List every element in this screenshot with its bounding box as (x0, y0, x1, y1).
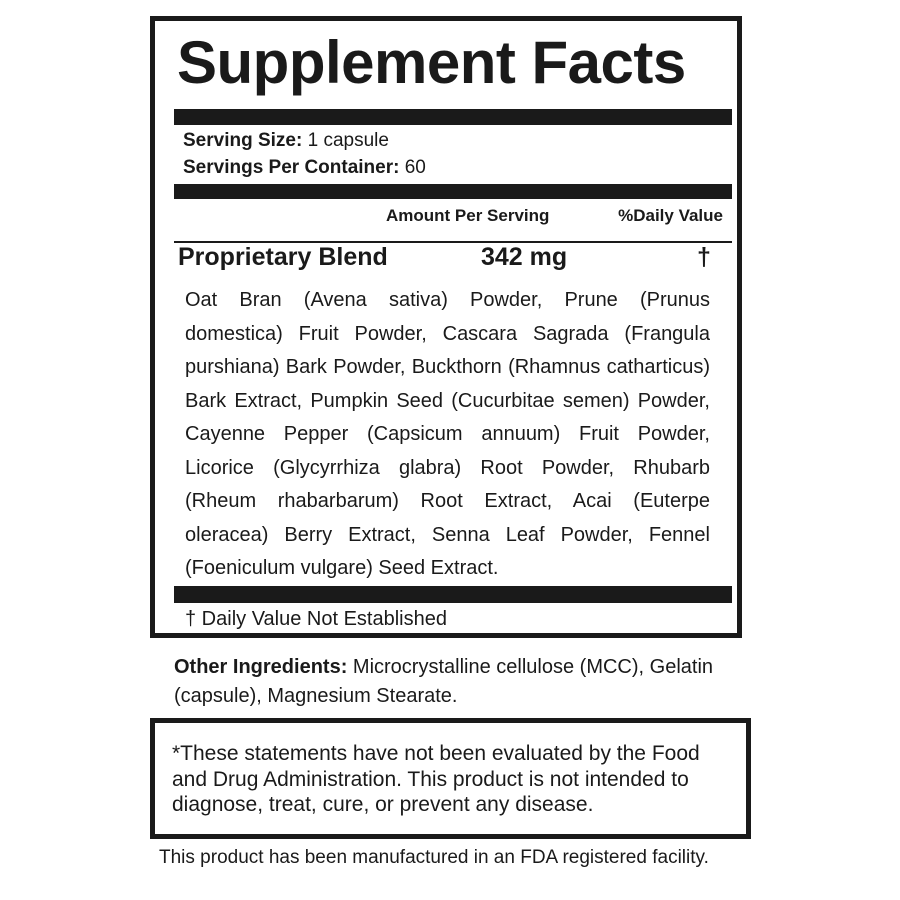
fda-disclaimer-text: *These statements have not been evaluated by the Food and Drug Administration. This product is not intended to diagnose, treat, cure, or prevent any disease. (172, 742, 700, 816)
supplement-facts-panel (150, 16, 742, 638)
servings-per-container-value: 60 (404, 157, 426, 178)
blend-daily-value-dagger: † (697, 243, 711, 271)
daily-value-footnote: † Daily Value Not Established (185, 608, 447, 630)
servings-per-container-label: Servings Per Container: (183, 157, 400, 178)
serving-size-value: 1 capsule (307, 130, 389, 151)
other-ingredients-text: Microcrystalline cellulose (MCC), Gelatin (capsule), Magnesium Stearate. (174, 656, 714, 707)
servings-per-container-row (183, 158, 426, 177)
fda-disclaimer-box (150, 718, 751, 839)
serving-size-label: Serving Size: (183, 130, 303, 151)
facility-note: This product has been manufactured in an FDA registered facility. (159, 847, 709, 868)
other-ingredients-label: Other Ingredients: (174, 656, 348, 678)
amount-per-serving-header: Amount Per Serving (386, 206, 550, 225)
panel-title: Supplement Facts (177, 29, 686, 96)
divider-bar-top (174, 109, 732, 125)
divider-bar-middle (174, 184, 732, 199)
other-ingredients (174, 653, 734, 711)
blend-name: Proprietary Blend (178, 243, 388, 271)
blend-ingredients-list: Oat Bran (Avena sativa) Powder, Prune (Prunus domestica) Fruit Powder, Cascara Sagrada (Frangula purshiana) Bark Powder, Buckthorn (Rhamnus catharticus) Bark Extract, Pumpkin Seed (Cucurbitae semen) Powder, Cayenne Pepper (Capsicum annuum) Fruit Powder, Licorice (Glycyrrhiza glabra) Root Powder, Rhubarb (Rheum rhabarbarum) Root Extract, Acai (Euterpe oleracea) Berry Extract, Senna Leaf Powder, Fennel (Foeniculum vulgare) Seed Extract. (185, 289, 710, 579)
blend-amount: 342 mg (481, 243, 568, 271)
daily-value-header: %Daily Value (618, 206, 723, 225)
serving-size-row (183, 131, 389, 150)
divider-bar-bottom (174, 586, 732, 603)
